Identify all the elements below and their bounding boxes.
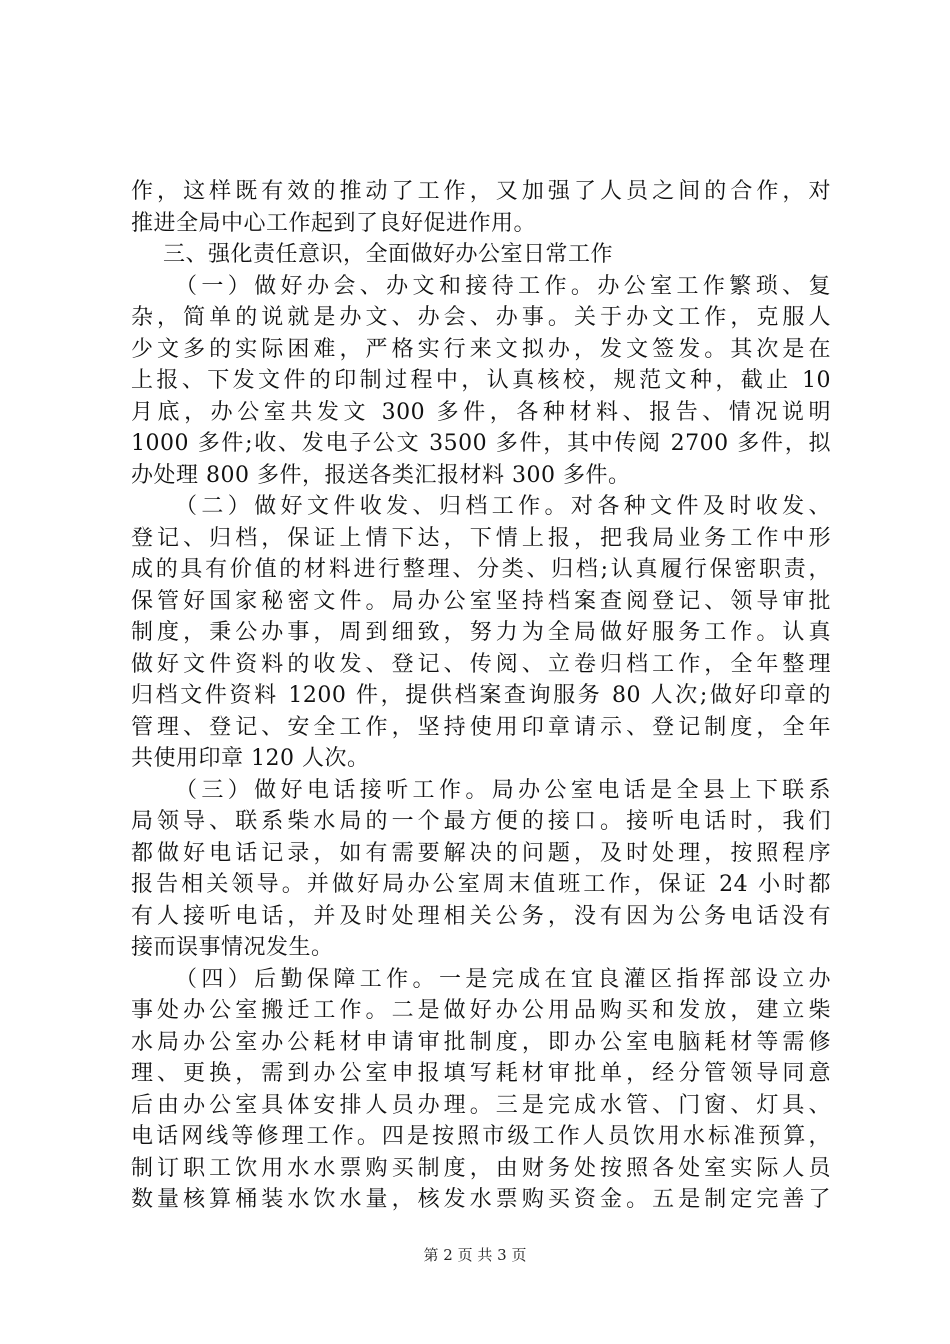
text-line: 报告相关领导。并做好局办公室周末值班工作，保证 24 小时都 xyxy=(131,872,831,897)
text-line: 做好文件资料的收发、登记、传阅、立卷归档工作，全年整理 xyxy=(131,651,831,677)
text-line: 数量核算桶装水饮水量，核发水票购买资金。五是制定完善了 xyxy=(131,1187,831,1212)
text-line: 制订职工饮用水水票购买制度，由财务处按照各处室实际人员 xyxy=(131,1155,831,1181)
text-line: 都做好电话记录，如有需要解决的问题，及时处理，按照程序 xyxy=(131,840,831,866)
text-line: 成的具有价值的材料进行整理、分类、归档;认真履行保密职责， xyxy=(131,557,831,582)
text-line: 推进全局中心工作起到了良好促进作用。 xyxy=(131,210,537,236)
text-line: 归档文件资料 1200 件，提供档案查询服务 80 人次;做好印章的 xyxy=(131,683,831,708)
text-line: 制度，秉公办事，周到细致，努力为全局做好服务工作。认真 xyxy=(131,620,831,645)
text-line: 少文多的实际困难，严格实行来文拟办，发文签发。其次是在 xyxy=(131,336,831,362)
text-line: 水局办公室办公耗材申请审批制度，即办公室电脑耗材等需修 xyxy=(131,1029,831,1055)
text-line: 登记、归档，保证上情下达，下情上报，把我局业务工作中形 xyxy=(131,525,831,551)
subsection-heading-line: （三）做好电话接听工作。局办公室电话是全县上下联系 xyxy=(175,777,831,803)
text-line: 保管好国家秘密文件。局办公室坚持档案查阅登记、领导审批 xyxy=(131,588,831,614)
page-footer xyxy=(0,1244,950,1265)
text-line: 理、更换，需到办公室申报填写耗材审批单，经分管领导同意 xyxy=(131,1061,831,1086)
text-line: 管理、登记、安全工作，坚持使用印章请示、登记制度，全年 xyxy=(131,714,831,740)
subsection-heading-line: （四）后勤保障工作。一是完成在宜良灌区指挥部设立办 xyxy=(175,966,831,992)
text-line: 接而误事情况发生。 xyxy=(131,935,334,960)
text-line: 共使用印章 120 人次。 xyxy=(131,746,370,771)
text-line: 后由办公室具体安排人员办理。三是完成水管、门窗、灯具、 xyxy=(131,1092,831,1118)
page-number-label: 第 2 页 共 3 页 xyxy=(423,1246,527,1264)
text-line: 有人接听电话，并及时处理相关公务，没有因为公务电话没有 xyxy=(131,903,831,929)
section-heading: 三、强化责任意识，全面做好办公室日常工作 xyxy=(163,242,614,267)
text-line: 办处理 800 多件，报送各类汇报材料 300 多件。 xyxy=(131,462,631,488)
text-line: 事处办公室搬迁工作。二是做好办公用品购买和发放，建立柴 xyxy=(131,998,831,1023)
subsection-heading-line: （二）做好文件收发、归档工作。对各种文件及时收发、 xyxy=(175,494,831,519)
subsection-heading-line: （一）做好办会、办文和接待工作。办公室工作繁琐、复 xyxy=(175,273,831,299)
text-line: 杂，简单的说就是办文、办会、办事。关于办文工作，克服人 xyxy=(131,305,831,330)
text-line: 月底，办公室共发文 300 多件，各种材料、报告、情况说明 xyxy=(131,399,831,425)
text-line: 作，这样既有效的推动了工作，又加强了人员之间的合作，对 xyxy=(131,179,831,204)
text-line: 1000 多件;收、发电子公文 3500 多件，其中传阅 2700 多件，拟 xyxy=(131,431,831,456)
text-line: 局领导、联系柴水局的一个最方便的接口。接听电话时，我们 xyxy=(131,809,831,834)
text-line: 上报、下发文件的印制过程中，认真核校，规范文种，截止 10 xyxy=(131,368,831,393)
body-text xyxy=(131,176,831,1216)
text-line: 电话网线等修理工作。四是按照市级工作人员饮用水标准预算， xyxy=(131,1124,831,1149)
